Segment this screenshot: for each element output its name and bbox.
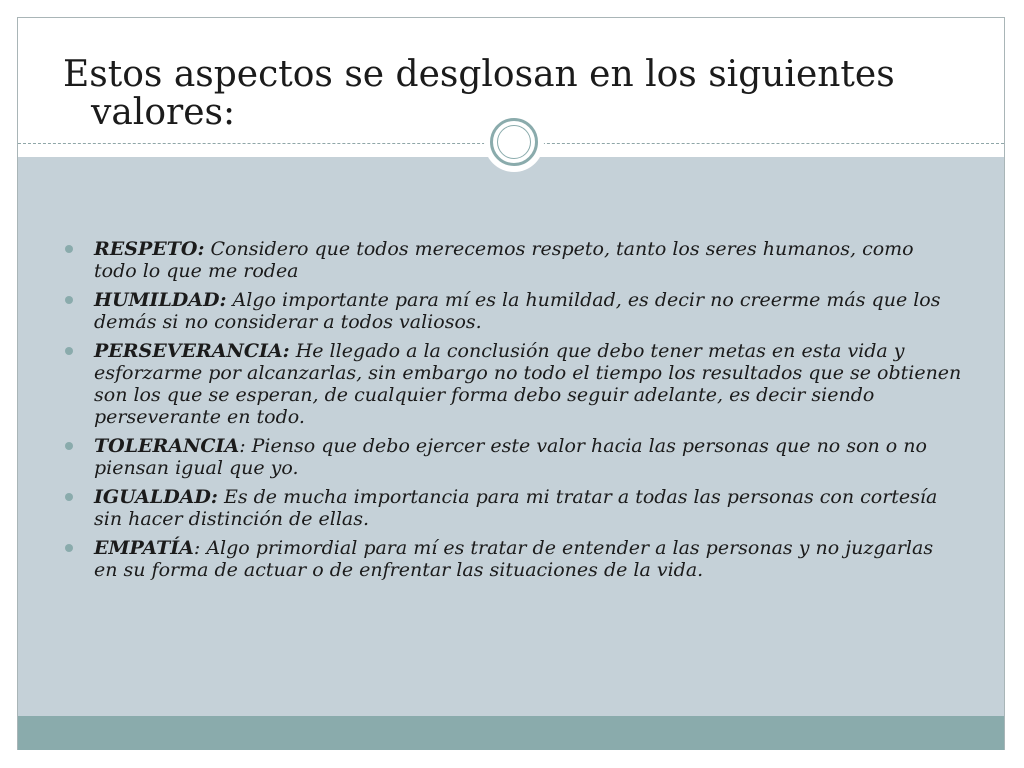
list-item — [62, 289, 962, 333]
value-description: : Algo primordial para mí es tratar de entender a las personas y no juzgarlas en su forma de actuar o de enfrentar las situaciones de la vida. — [94, 537, 934, 581]
value-term: RESPETO: — [94, 238, 205, 260]
value-description: : Pienso que debo ejercer este valor hacia las personas que no son o no piensan igual que yo. — [94, 435, 927, 479]
values-list — [62, 238, 962, 588]
double-ring-circle-icon — [484, 112, 544, 172]
list-item — [62, 340, 962, 428]
bullet-dot-icon — [65, 442, 73, 450]
value-description: Es de mucha importancia para mi tratar a todas las personas con cortesía sin hacer distinción de ellas. — [94, 486, 938, 530]
bullet-dot-icon — [65, 296, 73, 304]
slide-title: Estos aspectos se desglosan en los siguientes valores: — [63, 54, 895, 133]
bullet-dot-icon — [65, 347, 73, 355]
value-description: Considero que todos merecemos respeto, tanto los seres humanos, como todo lo que me rodea — [94, 238, 914, 282]
value-description: Algo importante para mí es la humildad, es decir no creerme más que los demás si no considerar a todos valiosos. — [94, 289, 941, 333]
value-term: HUMILDAD: — [94, 289, 227, 311]
bullet-dot-icon — [65, 493, 73, 501]
bullet-dot-icon — [65, 245, 73, 253]
value-term: IGUALDAD: — [94, 486, 218, 508]
footer-bar — [18, 716, 1004, 750]
value-description: He llegado a la conclusión que debo tener metas en esta vida y esforzarme por alcanzarlas, sin embargo no todo el tiempo los resultados que se obtienen son los que se esperan, de cualquier forma debo seguir adelante, es decir siendo perseverante en todo. — [94, 340, 962, 428]
value-term: PERSEVERANCIA: — [94, 340, 290, 362]
value-term: TOLERANCIA — [94, 435, 240, 457]
slide — [17, 17, 1005, 750]
list-item — [62, 537, 962, 581]
list-item — [62, 238, 962, 282]
bullet-dot-icon — [65, 544, 73, 552]
list-item — [62, 486, 962, 530]
list-item — [62, 435, 962, 479]
value-term: EMPATÍA — [94, 537, 194, 559]
inner-ring — [497, 125, 531, 159]
